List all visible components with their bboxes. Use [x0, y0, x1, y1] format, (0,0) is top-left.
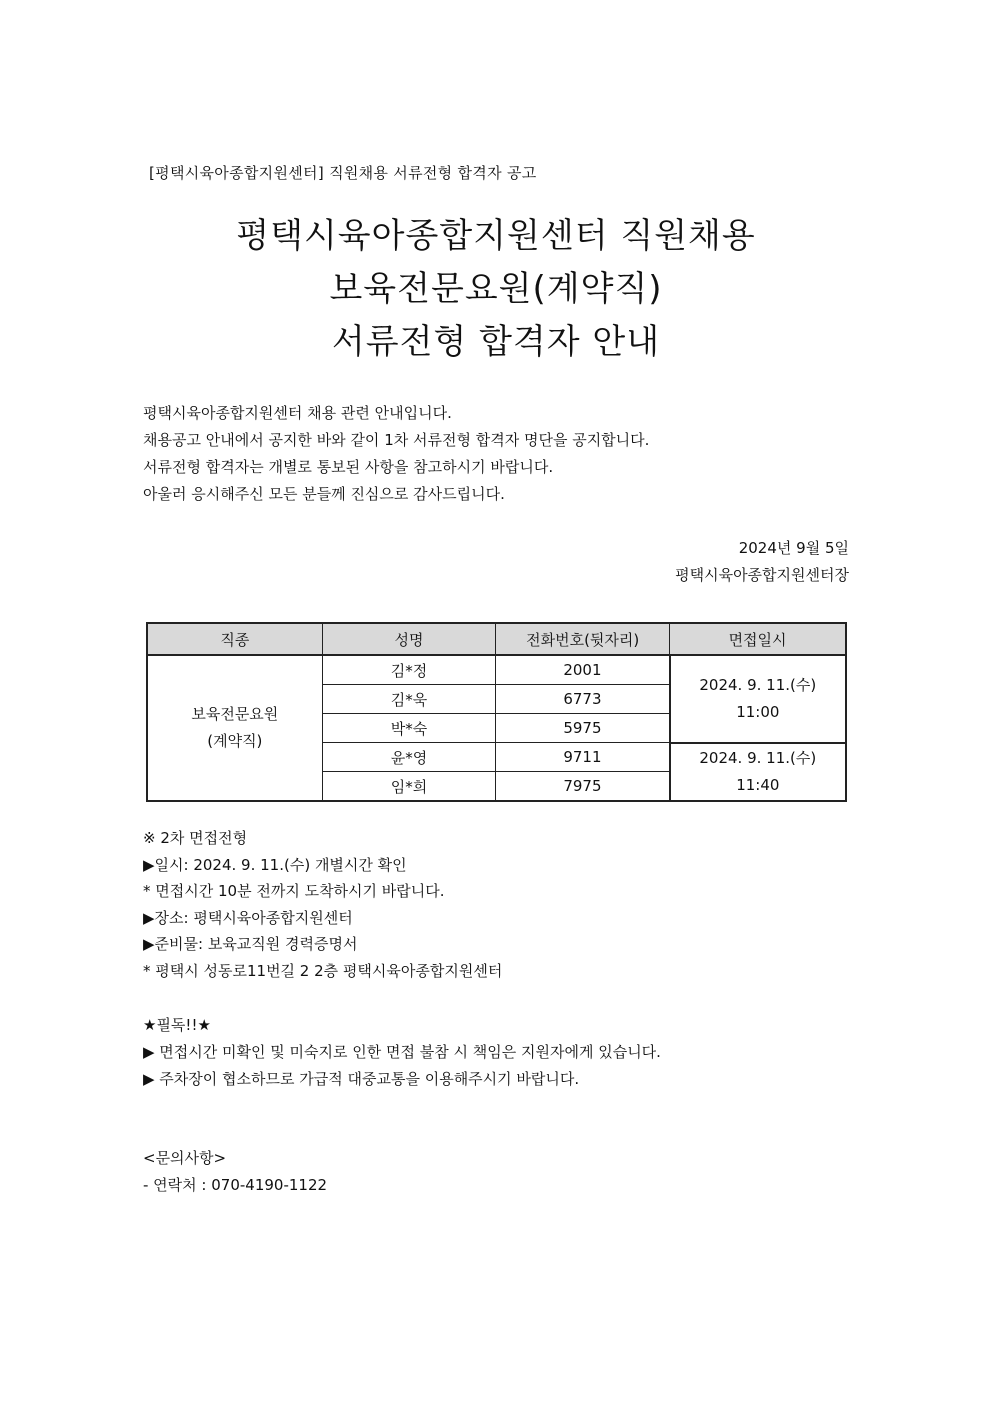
interview-line: * 면접시간 10분 전까지 도착하시기 바랍니다.: [143, 882, 445, 900]
signature: 평택시육아종합지원센터장: [675, 566, 849, 584]
title-line-1: 평택시육아종합지원센터 직원채용: [236, 216, 756, 256]
interview-line: ▶준비물: 보육교직원 경력증명서: [143, 935, 358, 953]
interview-line: * 평택시 성동로11번길 2 2층 평택시육아종합지원센터: [143, 961, 503, 980]
interview-line: ※ 2차 면접전형: [143, 829, 248, 847]
notice-line: ★필독!!★: [143, 1016, 211, 1034]
intro-line: 서류전형 합격자는 개별로 통보된 사항을 참고하시기 바랍니다.: [143, 458, 554, 476]
interview-info: [143, 825, 502, 984]
applicant-name: 박*숙: [322, 714, 496, 743]
applicant-name: 임*희: [322, 772, 496, 802]
applicant-name: 김*욱: [322, 685, 496, 714]
table-row: [147, 655, 846, 685]
header-phone: 전화번호(뒷자리): [496, 623, 670, 655]
table-header-row: [147, 623, 846, 655]
interview-time: 11:00: [736, 702, 780, 721]
applicant-name: 윤*영: [322, 743, 496, 772]
interview-line: ▶일시: 2024. 9. 11.(수) 개별시간 확인: [143, 855, 407, 874]
applicant-phone: 2001: [496, 655, 670, 685]
header-job: 직종: [147, 623, 322, 655]
intro-line: 평택시육아종합지원센터 채용 관련 안내입니다.: [143, 404, 452, 422]
title-line-2: 보육전문요원(계약직): [329, 269, 663, 309]
interview-slot: [670, 743, 846, 802]
applicants-table: [146, 622, 847, 802]
intro-line: 채용공고 안내에서 공지한 바와 같이 1차 서류전형 합격자 명단을 공지합니다.: [143, 431, 650, 449]
applicant-phone: 6773: [496, 685, 670, 714]
intro-paragraph: [143, 400, 649, 508]
notice-line: ▶ 주차장이 협소하므로 가급적 대중교통을 이용해주시기 바랍니다.: [143, 1070, 580, 1088]
page-title: [0, 210, 992, 369]
applicant-phone: 9711: [496, 743, 670, 772]
header-interview: 면접일시: [670, 623, 846, 655]
job-type: (계약직): [207, 732, 263, 750]
notice-header: [평택시육아종합지원센터] 직원채용 서류전형 합격자 공고: [149, 164, 537, 182]
job-cell: [147, 655, 322, 801]
applicant-name: 김*정: [322, 655, 496, 685]
title-line-3: 서류전형 합격자 안내: [331, 322, 661, 362]
contact-heading: <문의사항>: [143, 1149, 227, 1167]
applicant-phone: 7975: [496, 772, 670, 802]
mandatory-notice: [143, 1012, 661, 1093]
interview-time: 11:40: [736, 775, 780, 794]
notice-date: 2024년 9월 5일: [738, 539, 849, 557]
date-signature: [675, 535, 849, 589]
header-name: 성명: [322, 623, 496, 655]
contact-phone: - 연락처 : 070-4190-1122: [143, 1176, 328, 1194]
intro-line: 아울러 응시해주신 모든 분들께 진심으로 감사드립니다.: [143, 485, 505, 503]
contact-info: [143, 1145, 327, 1199]
applicant-phone: 5975: [496, 714, 670, 743]
interview-date: 2024. 9. 11.(수): [699, 675, 817, 694]
interview-slot: [670, 655, 846, 743]
job-title: 보육전문요원: [191, 705, 279, 723]
notice-line: ▶ 면접시간 미확인 및 미숙지로 인한 면접 불참 시 책임은 지원자에게 있습니다.: [143, 1043, 661, 1061]
interview-line: ▶장소: 평택시육아종합지원센터: [143, 908, 353, 927]
interview-date: 2024. 9. 11.(수): [699, 748, 817, 767]
